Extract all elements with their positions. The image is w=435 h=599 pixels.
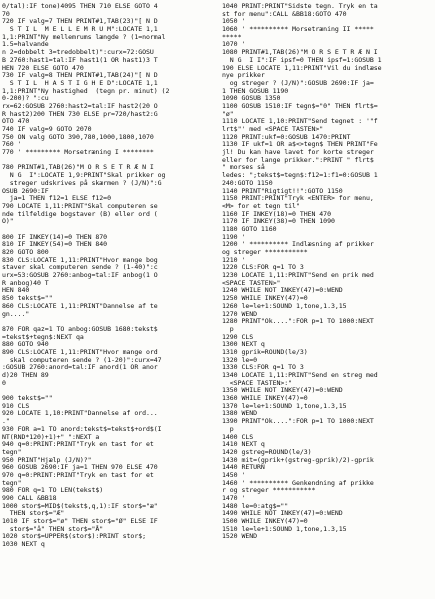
code-line: " morses så — [222, 163, 265, 172]
code-line: N G I I":IF ipsf=0 THEN ipsf=1:GOSUB 1 — [222, 55, 382, 64]
code-line: R anbog)40 T — [2, 278, 49, 287]
code-line: 1150 PRINT:PRINT"Tryk <ENTER> for menu, — [222, 194, 374, 203]
code-line: 770 ' ********* Morsetræning I ******** — [2, 148, 154, 157]
code-line: 1110 LOCATE 1,10:PRINT"Send tegnet : '"f — [222, 117, 378, 126]
code-line: 1400 CLS — [222, 432, 254, 441]
code-line: 1330 CLS:FOR q=1 TO 3 — [222, 363, 304, 372]
code-line: 1070 ' — [222, 40, 246, 49]
code-line: 830 CLS:LOCATE 1,11:PRINT"Hvor mange bog — [2, 255, 158, 264]
code-line: nye prikker — [222, 71, 265, 80]
code-line: 1 THEN GOSUB 1190 — [222, 86, 289, 95]
code-line: 870 FOR qaz=1 TO anbog:GOSUB 1680:tekst$ — [2, 324, 158, 333]
code-line: 1,1:PRINT"Ny mellemrums længde ? (1=normal — [2, 32, 166, 41]
code-line: S T I L H A S T I G H E D":LOCATE 1,1 — [2, 78, 158, 87]
code-line: 0-200)? ":cu — [2, 94, 49, 103]
code-line: 940 q=0:PRINT:PRINT"Tryk en tast for et — [2, 440, 154, 449]
code-line: HEN 720 ELSE GOTO 470 — [2, 63, 84, 72]
code-line: 190 ELSE LOCATE 1,11:PRINT"Vil du indlæse — [222, 63, 382, 72]
code-line: 1460 ' ********** Genkendning af prikke — [222, 478, 374, 487]
code-line: <M> for et tegn til" — [222, 201, 300, 210]
code-line: 880 GOTO 940 — [2, 340, 49, 349]
code-line: 1170 IF INKEY(38)=0 THEN 1090 — [222, 217, 335, 226]
code-line: 1390 PRINT"Ok....":FOR p=1 TO 1000:NEXT — [222, 417, 374, 426]
code-line: 1320 le=0 — [222, 355, 258, 364]
code-line: og streger ? (J/N)":GOSUB 2690:IF ja= — [222, 78, 374, 87]
code-line: eller for lange prikker.":PRINT " flrt$ — [222, 155, 374, 164]
code-line: staver skal computeren sende ? (1-40)":c — [2, 263, 158, 272]
code-line: 850 tekst$="" — [2, 294, 53, 303]
code-line: ledes: ";tekst$=tegn$:f12=1:f1=0:GOSUB 1 — [222, 171, 378, 180]
code-line: 1120 PRINT:ukf=0:GOSUB 1470:PRINT — [222, 132, 351, 141]
code-line: 1480 le=0:atg$="" — [222, 501, 289, 510]
code-line: 1470 ' — [222, 494, 246, 502]
right-code-column — [222, 3, 435, 541]
code-line: 1230 LOCATE 1,11:PRINT"Send en prik med — [222, 271, 374, 280]
code-line: 1430 mit=(gprik+(gstreg-gprik)/2)-gprik — [222, 455, 374, 464]
code-line: 960 GOSUB 2690:IF ja=1 THEN 970 ELSE 470 — [2, 463, 158, 472]
code-line: rx=62:GOSUB 2760:hast2=tal:IF hast2(20 O — [2, 101, 158, 110]
code-line: lrt$"' med <SPACE TASTEN>" — [222, 125, 324, 133]
code-line: skal computeren sende ? (1-20)":curx=47 — [2, 355, 162, 364]
code-line: og streger *********** — [222, 248, 308, 256]
code-line: 1140 PRINT"Rigtigt!!":GOTO 1150 — [222, 186, 343, 195]
code-line: nde tilfeldige bogstaver (B) eller ord ( — [2, 209, 158, 218]
code-line: 730 IF valg=8 THEN PRINT#1,TAB(24)"[ N D — [2, 71, 158, 80]
code-line: 800 IF INKEY(14)=0 THEN 870 — [2, 232, 108, 241]
code-line: 240:GOTO 1150 — [222, 178, 273, 187]
code-line: 1450 ' — [222, 470, 246, 479]
code-line: 1030 NEXT q — [2, 540, 45, 549]
code-line: 1420 gstreg=ROUND(le/3) — [222, 447, 312, 456]
code-line: 890 CLS:LOCATE 1,11:PRINT"Hvor mange ord — [2, 347, 158, 356]
code-line: HEN 840 — [2, 286, 30, 295]
code-line: p — [222, 324, 234, 333]
code-line: 1520 WEND — [222, 532, 258, 541]
code-line: 1180 GOTO 1160 — [222, 224, 277, 233]
code-line: 1200 ' ********** Indlæsning af prikker — [222, 240, 374, 249]
code-line: 1490 WHILE NOT INKEY(47)=0:WEND — [222, 509, 343, 518]
code-line: 1250 WHILE INKEY(47)=0 — [222, 294, 308, 303]
code-line: 980 FOR q=1 TO LEN(tekst$) — [2, 486, 104, 495]
code-line: N G I":LOCATE 1,9:PRINT"Skal prikker og — [2, 171, 166, 180]
code-line: urx=53:GOSUB 2760:anbog=tal:IF anbog(1 O — [2, 271, 158, 280]
code-line: 70 — [2, 9, 10, 18]
code-line: 1040 PRINT:PRINT"Sidste tegn. Tryk en ta — [222, 3, 378, 10]
code-line: 1500 WHILE INKEY(47)=0 — [222, 517, 308, 526]
code-line: 1000 stor$=MID$(tekst$,q,1):IF stor$="æ" — [2, 501, 158, 510]
code-line: 910 CLS — [2, 401, 30, 410]
code-line: 1260 le=le+1:SOUND 1,tone,1.3,15 — [222, 301, 347, 310]
code-line: "ø" — [222, 109, 234, 118]
code-line: jl! Du kan have lavet for korte streger — [222, 148, 374, 157]
code-line: 790 LOCATE 1,11:PRINT"Skal computeren se — [2, 201, 158, 210]
code-line: tegn" — [2, 478, 22, 487]
code-line: 1010 IF stor$="ø" THEN stor$="Ø" ELSE IF — [2, 517, 158, 526]
code-line: 1160 IF INKEY(18)=0 THEN 470 — [222, 209, 331, 218]
code-line: 1340 LOCATE 1,11:PRINT"Send en streg med — [222, 371, 378, 379]
code-line: 1190 ' — [222, 232, 246, 241]
code-line: O)" — [2, 217, 14, 226]
code-line: 1440 RETURN — [222, 463, 265, 472]
code-line: NT(RND*120)+1)+" ":NEXT a — [2, 432, 100, 441]
code-line: 780 PRINT#1,TAB(26)"M O R S E T R Æ N I — [2, 163, 154, 172]
code-line: 990 CALL &BB18 — [2, 494, 57, 502]
code-line: 820 GOTO 800 — [2, 248, 49, 256]
code-line: 1130 IF ukf=1 OR a$<>tegn$ THEN PRINT"Fe — [222, 140, 378, 149]
code-line: 1050 ' — [222, 17, 246, 26]
code-line: 1510 le=le+1:SOUND 1,tone,1.3,15 — [222, 524, 347, 533]
code-line: 720 IF valg=7 THEN PRINT#1,TAB(23)"[ N D — [2, 17, 158, 26]
code-line: 950 PRINT"Hjælp (J/N)?" — [2, 455, 92, 464]
code-line: ***** — [222, 32, 242, 41]
code-line: <SPACE TASTEN>" — [222, 278, 281, 287]
code-line: 1.5=halvande — [2, 40, 49, 49]
code-line: d)20 THEN 89 — [2, 371, 49, 379]
code-line: 1310 gprik=ROUND(le/3) — [222, 347, 308, 356]
code-line: 970 q=0:PRINT:PRINT"Tryk en tast for et — [2, 470, 154, 479]
code-line: R hast2)200 THEN 730 ELSE pr=720/hast2:G — [2, 109, 158, 118]
code-line: 1410 NEXT q — [222, 440, 265, 449]
code-line: streger udskrives på skærmen ? (J/N)":G — [2, 178, 162, 187]
code-line: OSUB 2690:IF — [2, 186, 49, 195]
code-line: 1220 CLS:FOR q=1 TO 3 — [222, 263, 304, 272]
code-line: <SPACE TASTEN>:" — [222, 378, 293, 387]
code-line: 0 — [2, 378, 6, 387]
code-line: gn...." — [2, 309, 30, 318]
code-line: tegn" — [2, 447, 22, 456]
code-line: 1350 WHILE NOT INKEY(47)=0:WEND — [222, 386, 343, 395]
code-line: 900 tekst$="" — [2, 394, 53, 403]
code-line: 920 LOCATE 1,10:PRINT"Dannelse af ord... — [2, 409, 158, 418]
code-line: 1,1:PRINT"Ny hastighed (tegn pr. minut) (2 — [2, 86, 170, 95]
code-line: 1280 PRINT"Ok....":FOR p=1 TO 1000:NEXT — [222, 317, 374, 326]
code-line: 1100 GOSUB 1510:IF tegn$="0" THEN flrt$= — [222, 101, 378, 110]
code-line: r og streger *********** — [222, 486, 316, 495]
code-line: 1080 PRINT#1,TAB(26)"M O R S E T R Æ N I — [222, 48, 378, 57]
left-code-column — [2, 3, 215, 549]
code-line: st for menu":CALL &BB18:GOTO 470 — [222, 9, 347, 18]
code-line: 1210 ' — [222, 255, 246, 264]
code-line: 1380 WEND — [222, 409, 258, 418]
code-line: 750 ON valg GOTO 390,780,1000,1800,1070 — [2, 132, 154, 141]
code-line: S T I L M E L L E M R U M":LOCATE 1,1 — [2, 25, 158, 34]
code-line: 1360 WHILE INKEY(47)=0 — [222, 394, 308, 403]
code-line: :GOSUB 2760:anord=tal:IF anord(1 OR anor — [2, 363, 158, 372]
code-line: 1270 WEND — [222, 309, 258, 318]
code-line: 810 IF INKEY(54)=0 THEN 840 — [2, 240, 108, 249]
code-line: p — [222, 424, 234, 433]
code-line: 930 FOR a=1 TO anord:tekst$=tekst$+ord$(I — [2, 424, 162, 433]
code-line: ja=1 THEN f12=1 ELSE f12=0 — [2, 194, 111, 203]
code-line: OTO 470 — [2, 117, 30, 126]
code-line: B 2760:hast1=tal:IF hast1(1 OR hast1)3 T — [2, 55, 158, 64]
code-line: 740 IF valg=9 GOTO 2070 — [2, 125, 92, 133]
code-line: 0/tal):IF tone)4095 THEN 710 ELSE GOTO 4 — [2, 3, 158, 10]
code-line: n 2=dobbelt 3=tredobbelt)":curx=72:GOSU — [2, 48, 154, 57]
code-line: 860 CLS:LOCATE 1,11:PRINT"Dannelse af te — [2, 301, 158, 310]
code-line: 1020 stor$=UPPER$(stor$):PRINT stor$; — [2, 532, 146, 541]
code-line: 760 ' — [2, 140, 22, 149]
code-line: ." — [2, 417, 10, 426]
code-line: THEN stor$="Æ" — [2, 509, 65, 518]
code-line: 1090 GOSUB 1350 — [222, 94, 281, 103]
code-line: 1060 ' ********** Morsetræning II ***** — [222, 25, 374, 34]
code-line: =tekst$+tegn$:NEXT qa — [2, 332, 84, 341]
code-line: 1240 WHILE NOT INKEY(47)=0:WEND — [222, 286, 343, 295]
code-line: 1370 le=le+1:SOUND 1,tone,1.3,15 — [222, 401, 347, 410]
code-line: 1300 NEXT q — [222, 340, 265, 349]
code-line: stor$="å" THEN stor$="Å" — [2, 524, 104, 533]
code-line: 1290 CLS — [222, 332, 254, 341]
